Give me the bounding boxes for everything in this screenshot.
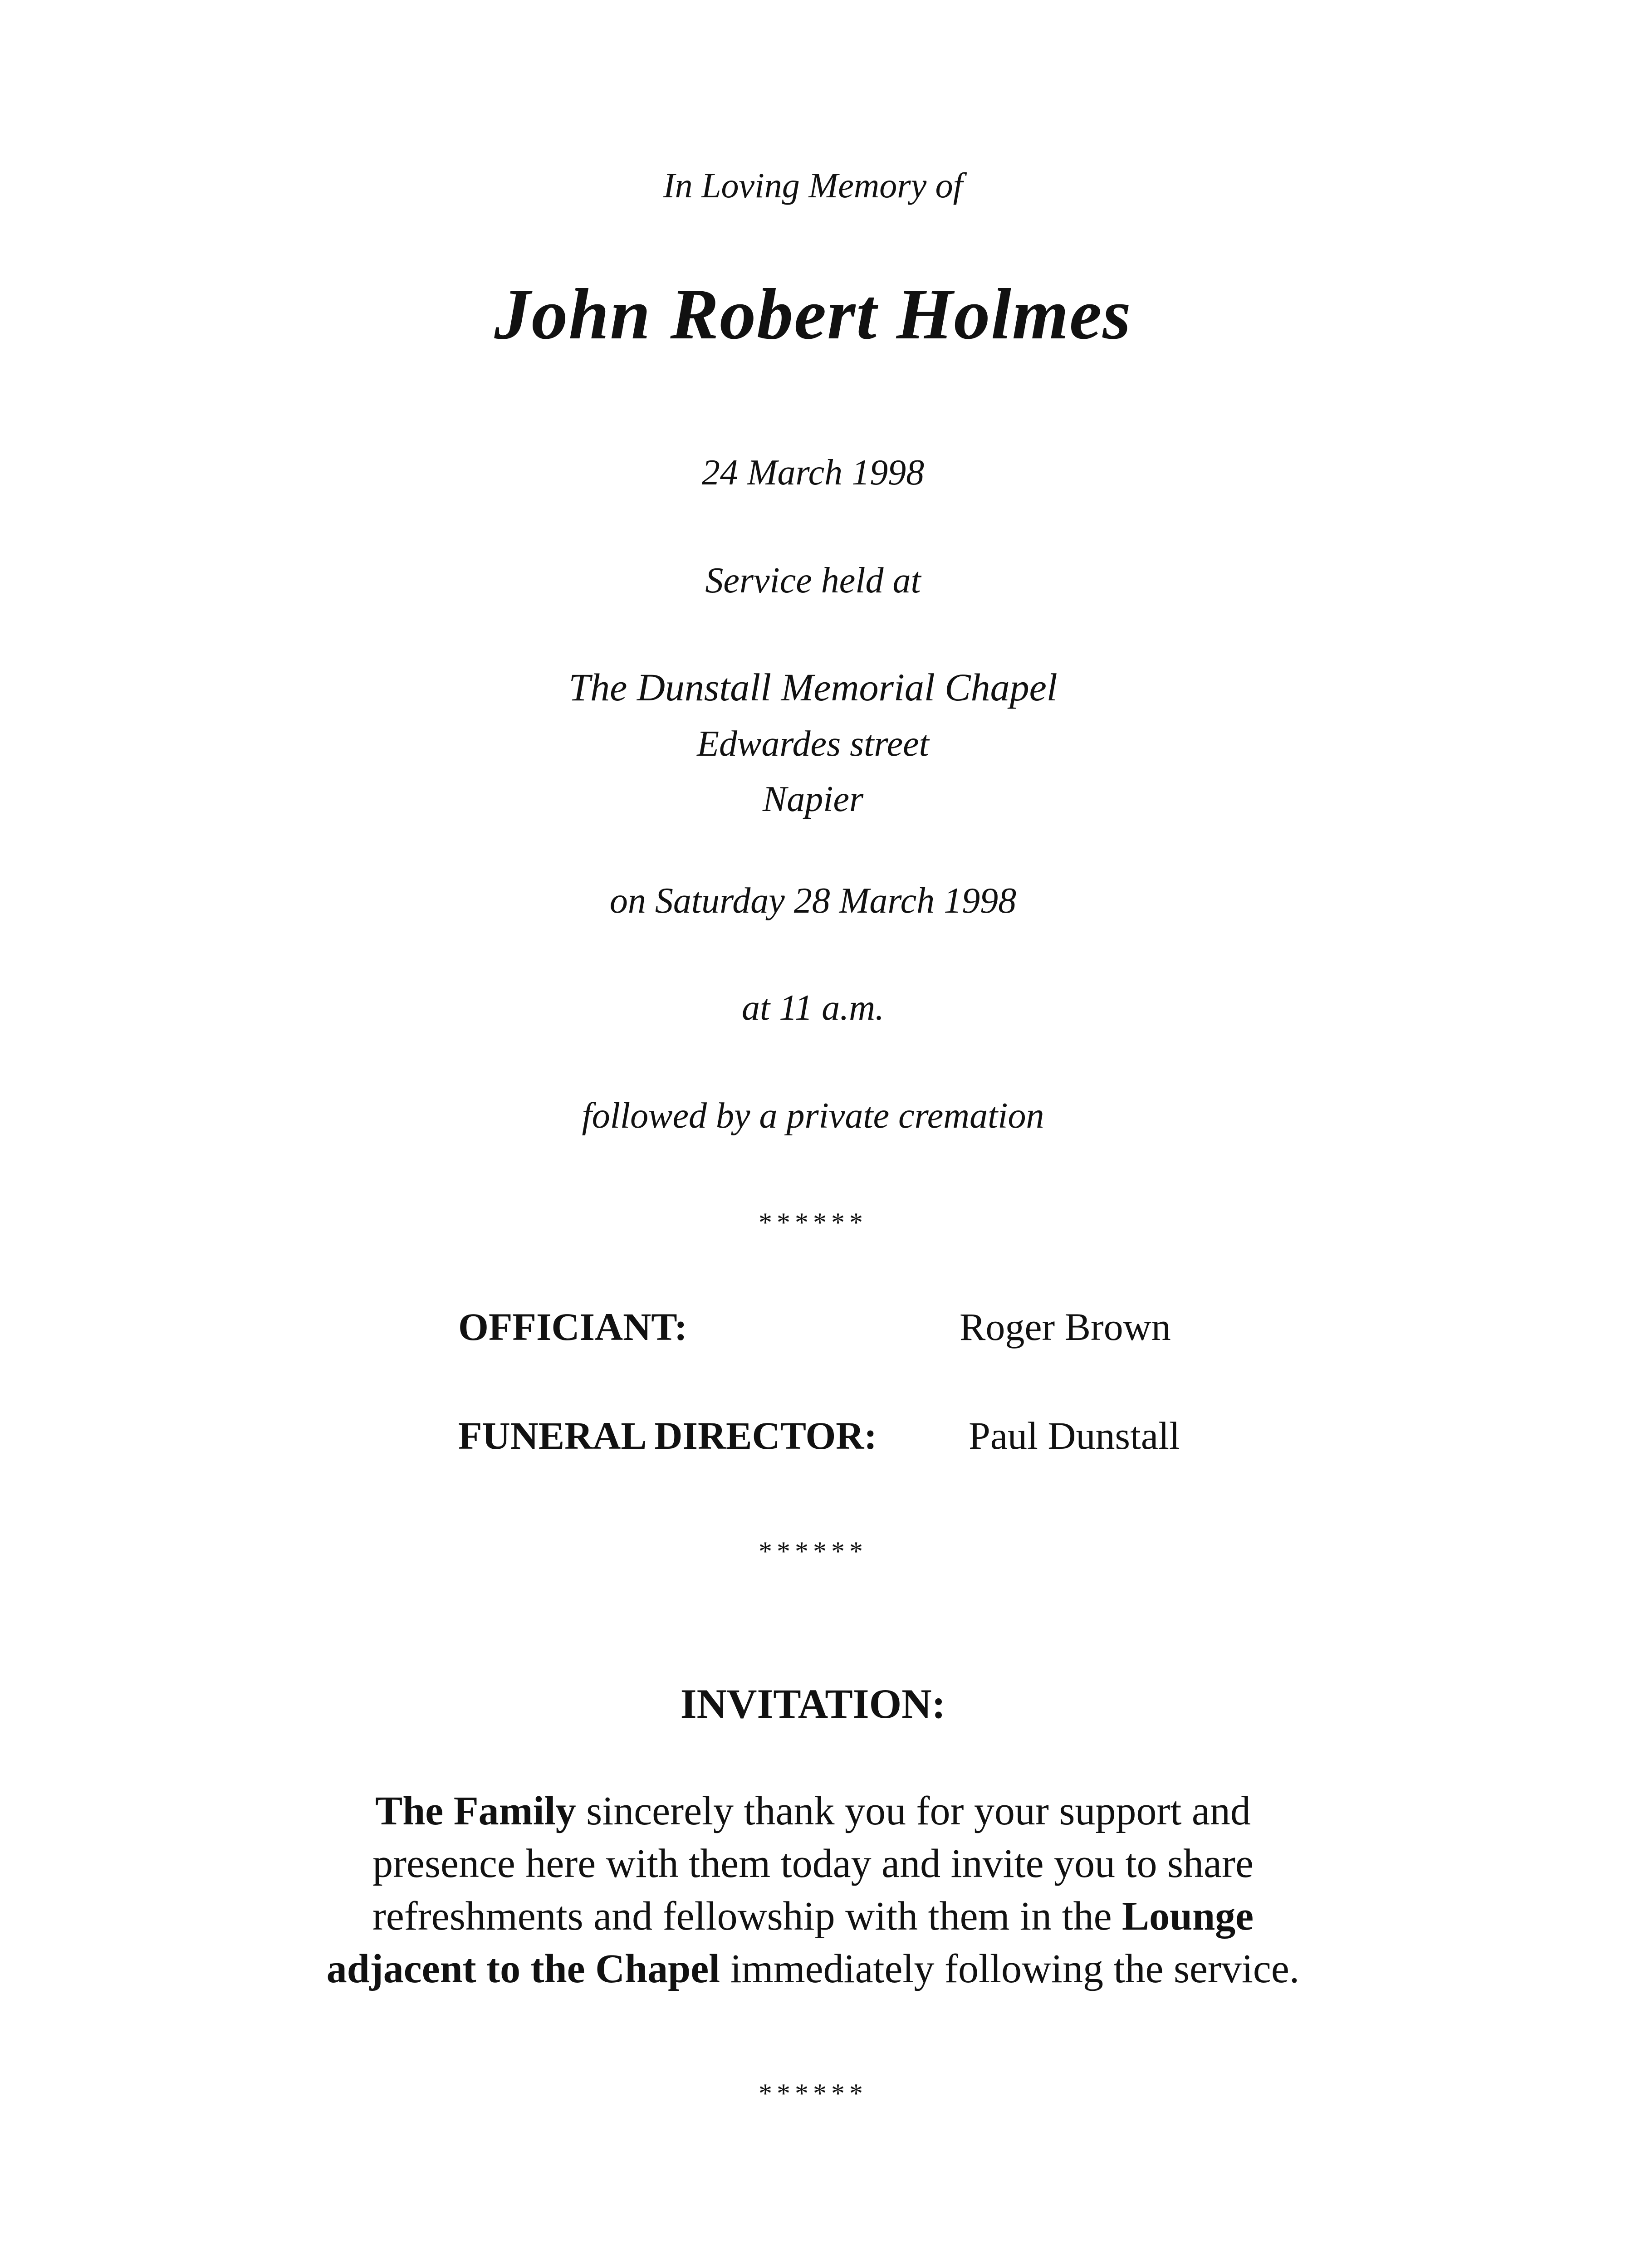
venue-street: Edwardes street	[697, 724, 929, 764]
in-loving-memory-heading: In Loving Memory of	[663, 166, 963, 205]
invitation-line-1-rest: sincerely thank you for your support and	[576, 1789, 1251, 1833]
invitation-line-1	[0, 1785, 1626, 1838]
followed-by-cremation: followed by a private cremation	[582, 1096, 1044, 1136]
invitation-paragraph	[0, 1785, 1626, 1995]
funeral-director-label-text: FUNERAL DIRECTOR:	[458, 1414, 877, 1457]
venue-name: The Dunstall Memorial Chapel	[568, 665, 1058, 709]
separator-stars-3: ******	[759, 2078, 867, 2108]
adjacent-chapel-bold: adjacent to the Chapel	[326, 1946, 720, 1991]
officiant-value: Roger Brown	[960, 1305, 1171, 1349]
invitation-title: INVITATION:	[680, 1681, 946, 1727]
venue-city: Napier	[762, 779, 864, 819]
officiant-label	[458, 1305, 687, 1349]
lounge-bold: Lounge	[1122, 1894, 1254, 1939]
service-held-at: Service held at	[705, 561, 921, 601]
service-day: on Saturday 28 March 1998	[609, 881, 1017, 921]
funeral-director-value: Paul Dunstall	[969, 1414, 1180, 1457]
invitation-line-3	[0, 1890, 1626, 1943]
service-time: at 11 a.m.	[741, 988, 885, 1028]
invitation-line-4-rest: immediately following the service.	[720, 1946, 1300, 1991]
officiant-label-text: OFFICIANT:	[458, 1305, 687, 1349]
invitation-line-2: presence here with them today and invite you to share	[372, 1841, 1254, 1886]
invitation-line-3-text: refreshments and fellowship with them in the	[372, 1894, 1122, 1939]
separator-stars-2: ******	[759, 1536, 867, 1566]
date-of-death: 24 March 1998	[701, 453, 925, 493]
separator-stars-1: ******	[759, 1207, 867, 1237]
funeral-director-label	[458, 1416, 877, 1455]
deceased-name: John Robert Holmes	[494, 274, 1132, 354]
invitation-line-4	[0, 1943, 1626, 1995]
the-family-bold: The Family	[375, 1789, 576, 1833]
